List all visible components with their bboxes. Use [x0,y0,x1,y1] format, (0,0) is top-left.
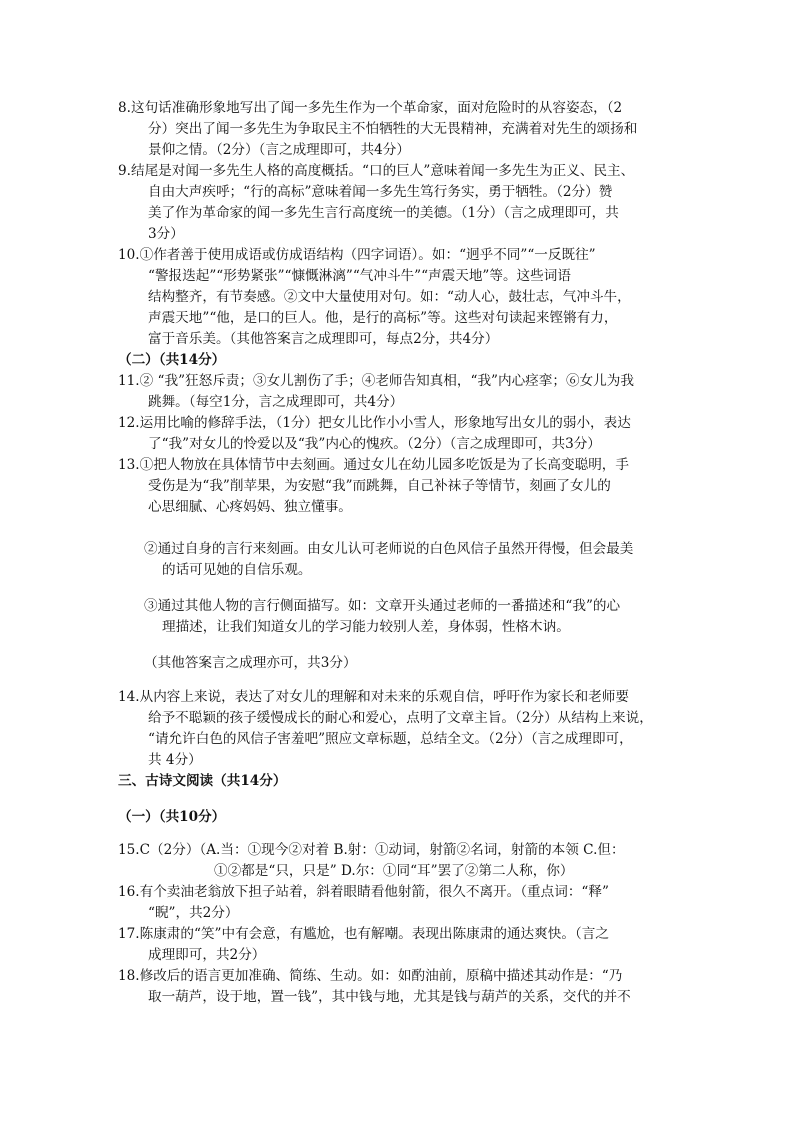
answer-14-line-2: 给予不聪颖的孩子缓慢成长的耐心和爱心，点明了文章主旨。（2分）从结构上来说， [148,710,653,726]
answer-8-line-3: 景仰之情。（2分）（言之成理即可，共4分） [148,142,410,158]
answer-13-note: （其他答案言之成理亦可，共3分） [144,655,357,671]
answer-16-line-1: 16.有个卖油老翁放下担子站着，斜着眼睛看他射箭，很久不离开。（重点词：“释” [118,884,609,900]
answer-13-point-3-line-1: ③通过其他人物的言行侧面描写。如：文章开头通过老师的一番描述和“我”的心 [144,598,621,614]
answer-13-line-2: 受伤是为“我”削苹果，为安慰“我”而跳舞，自己补袜子等情节，刻画了女儿的 [148,478,611,494]
answer-9-line-3: 美了作为革命家的闻一多先生言行高度统一的美德。（1分）（言之成理即可，共 [148,205,619,221]
answer-14-line-3: “请允许白色的风信子害羞吧”照应文章标题，总结全文。（2分）（言之成理即可， [148,731,633,747]
answer-13-line-3: 心思细腻、心疼妈妈、独立懂事。 [148,499,352,515]
answer-12-line-1: 12.运用比喻的修辞手法，（1分）把女儿比作小小雪人，形象地写出女儿的弱小，表达 [118,415,631,431]
answer-10-line-4: 声震天地”“他，是口的巨人。他，是行的高标”等。这些对句读起来铿锵有力， [148,310,618,326]
answer-9-line-1: 9.结尾是对闻一多先生人格的高度概括。“口的巨人”意味着闻一多先生为正义、民主、 [118,163,635,179]
answer-13-line-1: 13.①把人物放在具体情节中去刻画。通过女儿在幼儿园多吃饭是为了长高变聪明，手 [118,457,629,473]
answer-9-line-4: 3分） [148,226,184,242]
section-3-heading: 三、古诗文阅读（共14分） [118,773,287,789]
answer-8-line-1: 8.这句话准确形象地写出了闻一多先生作为一个革命家，面对危险时的从容姿态，（2 [118,100,623,116]
answer-9-line-2: 自由大声疾呼；“行的高标”意味着闻一多先生笃行务实，勇于牺牲。（2分）赞 [148,184,613,200]
answer-13-point-3-line-2: 理描述，让我们知道女儿的学习能力较别人差，身体弱，性格木讷。 [162,619,570,635]
answer-17-line-1: 17.陈康肃的“笑”中有会意，有尴尬，也有解嘲。表现出陈康肃的通达爽快。（言之 [118,926,609,942]
answer-12-line-2: 了“我”对女儿的怜爱以及“我”内心的愧疚。（2分）（言之成理即可，共3分） [148,436,601,452]
answer-18-line-2: 取一葫芦，设于地，置一钱”，其中钱与地，尤其是钱与葫芦的关系，交代的并不 [148,989,631,1005]
answer-11-line-2: 跳舞。（每空1分，言之成理即可，共4分） [148,394,404,410]
answer-13-point-2-line-1: ②通过自身的言行来刻画。由女儿认可老师说的白色风信子虽然开得慢，但会最美 [144,541,634,557]
section-2-heading: （二）（共14分） [118,352,226,368]
answer-13-point-2-line-2: 的话可见她的自信乐观。 [162,562,312,578]
answer-10-line-5: 富于音乐美。（其他答案言之成理即可，每点2分，共4分） [148,331,499,347]
answer-18-line-1: 18.修改后的语言更加准确、简练、生动。如：如酌油前，原稿中描述其动作是：“乃 [118,968,623,984]
answer-15-line-2: ①②都是“只，只是” D.尔：①同“耳”罢了②第二人称，你） [214,863,574,879]
answer-10-line-2: “警报迭起”“形势紧张”“慷慨淋漓”“气冲斗牛”“声震天地”等。这些词语 [148,268,571,284]
subsection-1-heading: （一）（共10分） [118,809,226,825]
answer-11-line-1: 11.② “我”狂怒斥责；③女儿割伤了手；④老师告知真相，“我”内心痉挛；⑥女儿为我 [118,373,634,389]
answer-8-line-2: 分）突出了闻一多先生为争取民主不怕牺牲的大无畏精神，充满着对先生的颂扬和 [148,121,638,137]
answer-15-line-1: 15.C（2分）（A.当：①现今②对着 B.射：①动词，射箭②名词，射箭的本领 C.但： [118,842,625,858]
answer-14-line-1: 14.从内容上来说，表达了对女儿的理解和对未来的乐观自信，呼吁作为家长和老师要 [118,689,629,705]
answer-14-line-4: 共 4分） [148,752,202,768]
answer-10-line-3: 结构整齐，有节奏感。②文中大量使用对句。如：“动人心，鼓壮志，气冲斗牛， [148,289,631,305]
answer-10-line-1: 10.①作者善于使用成语或仿成语结构（四字词语）。如：“迥乎不同”“一反既往” [118,247,596,263]
answer-17-line-2: 成理即可，共2分） [148,947,266,963]
answer-16-line-2: “睨”，共2分） [148,905,239,921]
